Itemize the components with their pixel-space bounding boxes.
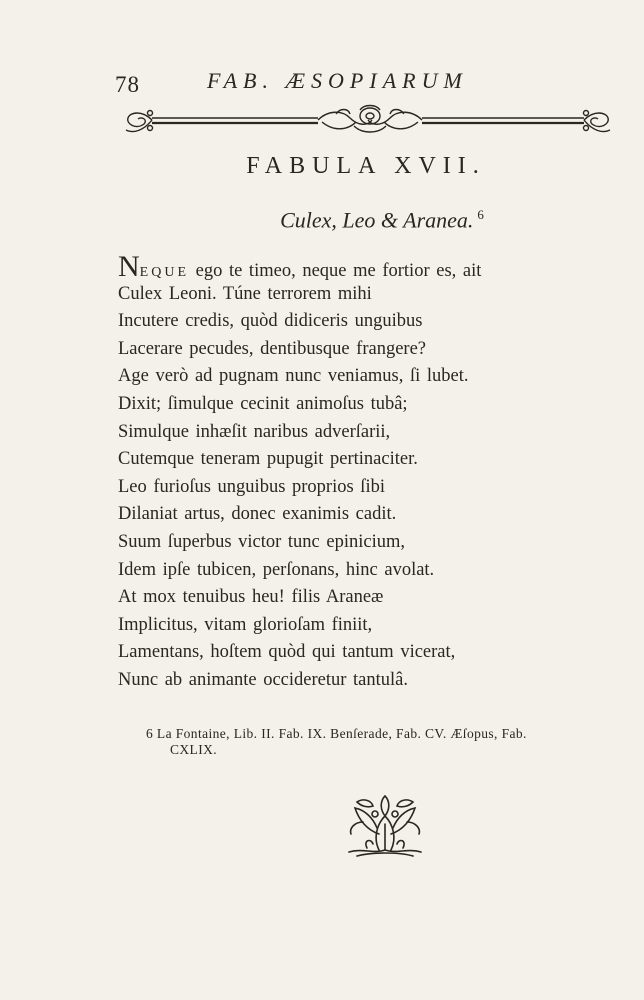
running-head — [115, 66, 535, 96]
fable-verse — [118, 250, 598, 695]
fable-title — [0, 207, 644, 233]
footnote-line: CXLIX. — [170, 742, 218, 757]
ornamental-rule-icon — [122, 104, 616, 138]
small-caps-word: EQUE — [139, 265, 189, 280]
verse-line: Culex Leoni. Túne terrorem mihi — [118, 283, 372, 304]
verse-line: Incutere credis, quòd didiceris unguibus — [118, 311, 423, 332]
footnote — [146, 726, 616, 758]
fable-number: FABULA XVII. — [246, 153, 486, 179]
verse-line: Implicitus, vitam glorioſam finiit, — [118, 614, 373, 635]
verse-line: Idem ipſe tubicen, perſonans, hinc avolat. — [118, 559, 435, 580]
verse-line: At mox tenuibus heu! filis Araneæ — [118, 587, 384, 608]
page-number: 78 — [115, 72, 140, 97]
verse-line — [118, 250, 598, 283]
verse-line: Dixit; ſimulque cecinit animoſus tubâ; — [118, 393, 408, 414]
verse-line: Leo furioſus unguibus proprios ſibi — [118, 476, 385, 497]
footnote-line: 6 La Fontaine, Lib. II. Fab. IX. Benſerade, Fab. CV. Æſopus, Fab. — [146, 726, 527, 741]
verse-line: Lamentans, hoſtem quòd qui tantum vicerat, — [118, 642, 456, 663]
floral-vignette-icon — [343, 794, 427, 860]
verse-line: Lacerare pecudes, dentibusque frangere? — [118, 338, 426, 359]
verse-line: Nunc ab animante occideretur tantulâ. — [118, 669, 408, 690]
verse-line: Cutemque teneram pupugit pertinaciter. — [118, 449, 418, 470]
running-title: FAB. ÆSOPIARUM — [207, 68, 468, 93]
drop-initial: N — [118, 250, 140, 283]
verse-line: Age verò ad pugnam nunc veniamus, ſi lubet. — [118, 366, 469, 387]
verse-line: Simulque inhæſit naribus adverſarii, — [118, 421, 391, 442]
fable-title-text: Culex, Leo & Aranea. — [280, 207, 474, 233]
footnote-reference: 6 — [477, 207, 484, 222]
verse-line: Suum ſuperbus victor tunc epinicium, — [118, 531, 405, 552]
verse-line-text: ego te timeo, neque me fortior es, ait — [189, 261, 482, 281]
verse-line: Dilaniat artus, donec exanimis cadit. — [118, 504, 397, 525]
